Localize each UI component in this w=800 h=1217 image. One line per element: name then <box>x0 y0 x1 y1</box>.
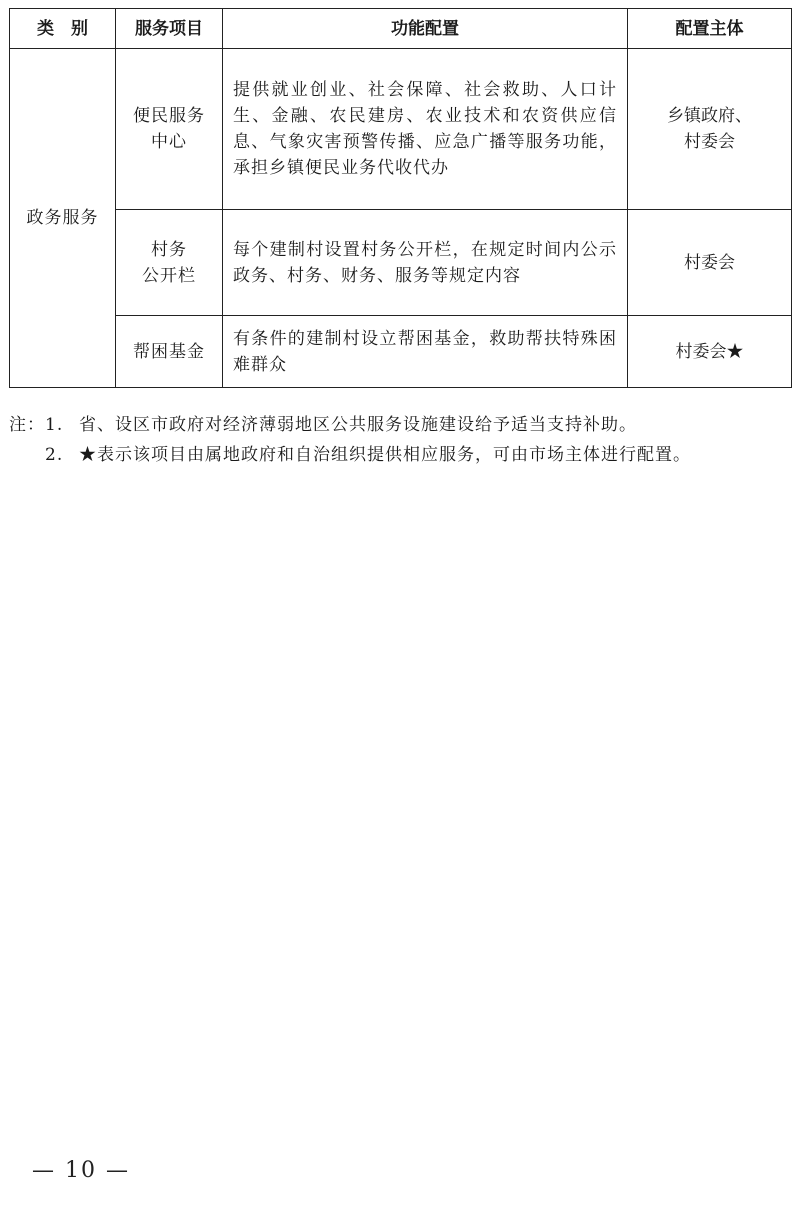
service-item-cell: 帮困基金 <box>116 316 223 388</box>
header-category: 类 别 <box>10 9 116 49</box>
notes-section <box>9 410 791 470</box>
table-row <box>10 316 792 388</box>
service-item-cell: 村务 公开栏 <box>116 210 223 316</box>
subject-cell: 村委会 <box>628 210 792 316</box>
function-cell: 提供就业创业、社会保障、社会救助、人口计生、金融、农民建房、农业技术和农资供应信息、气象灾害预警传播、应急广播等服务功能，承担乡镇便民业务代收代办 <box>223 49 628 210</box>
function-cell: 每个建制村设置村务公开栏，在规定时间内公示政务、村务、财务、服务等规定内容 <box>223 210 628 316</box>
subject-cell: 村委会★ <box>628 316 792 388</box>
function-cell: 有条件的建制村设立帮困基金，救助帮扶特殊困难群众 <box>223 316 628 388</box>
header-function: 功能配置 <box>223 9 628 49</box>
note-number: 2. <box>45 445 64 465</box>
table-row <box>10 49 792 210</box>
header-service-item: 服务项目 <box>116 9 223 49</box>
table-row <box>10 210 792 316</box>
service-table-container <box>9 8 791 388</box>
table-header-row <box>10 9 792 49</box>
service-config-table <box>9 8 792 388</box>
note-number: 1. <box>45 415 64 435</box>
subject-cell: 乡镇政府、 村委会 <box>628 49 792 210</box>
note-text: 省、设区市政府对经济薄弱地区公共服务设施建设给予适当支持补助。 <box>79 415 637 435</box>
page-number: — 10 — <box>32 1158 130 1183</box>
category-cell: 政务服务 <box>10 49 116 388</box>
notes-prefix: 注： <box>9 415 45 435</box>
note-item <box>9 440 791 470</box>
service-item-cell: 便民服务 中心 <box>116 49 223 210</box>
header-subject: 配置主体 <box>628 9 792 49</box>
note-indent <box>9 440 45 470</box>
note-item <box>9 410 791 440</box>
note-text: ★表示该项目由属地政府和自治组织提供相应服务，可由市场主体进行配置。 <box>79 445 691 465</box>
